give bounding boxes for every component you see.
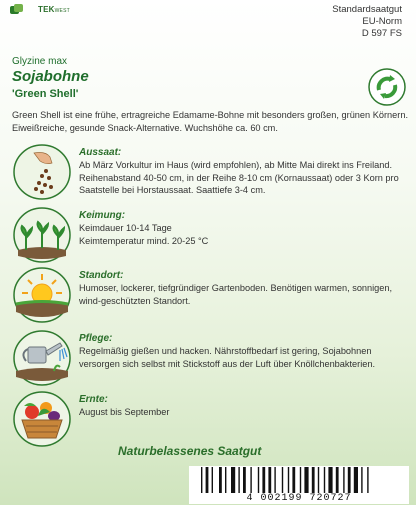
barcode-number: 4 002199 720727 xyxy=(246,493,352,504)
sun-soil-icon xyxy=(12,266,72,324)
brand-name: TEKWEST xyxy=(38,5,70,14)
barcode-bars xyxy=(189,466,409,494)
barcode-bar xyxy=(206,467,209,493)
footer-slogan: Naturbelassenes Saatgut xyxy=(118,444,262,458)
product-description: Green Shell ist eine frühe, ertragreiche Edamame-Bohne mit besonders großen, grünen Körnern. Eiweißreiche, gesunde Snack-Alternative. Wuchshöhe ca. 60 cm. xyxy=(12,110,408,133)
variety-name: 'Green Shell' xyxy=(12,88,79,100)
barcode-bar xyxy=(336,467,339,493)
barcode-bar xyxy=(231,467,235,493)
standard-line1: Standardsaatgut xyxy=(332,4,402,15)
barcode-bar xyxy=(318,467,319,493)
barcode-bar xyxy=(288,467,289,493)
section-heading: Standort: xyxy=(79,270,124,281)
section-heading: Ernte: xyxy=(79,394,108,405)
barcode-bar xyxy=(212,467,213,493)
product-title: Sojabohne xyxy=(12,68,89,85)
barcode-bar xyxy=(343,467,344,493)
section-ernte xyxy=(12,390,408,448)
barcode-bar xyxy=(268,467,271,493)
barcode-bar xyxy=(304,467,308,493)
section-body: Regelmäßig gießen und hacken. Nährstoffbedarf ist gering, Sojabohnen versorgen sich selbst mit Stickstoff aus der Luft über Knöllchenbakterien. xyxy=(79,346,376,369)
watering-can-icon xyxy=(12,329,72,387)
barcode-bar xyxy=(312,467,315,493)
barcode-bar xyxy=(243,467,246,493)
seedlings-icon xyxy=(12,206,72,264)
harvest-basket-icon xyxy=(12,390,72,448)
barcode-bar xyxy=(258,467,259,493)
barcode-bar xyxy=(292,467,295,493)
section-body: Humoser, lockerer, tiefgründiger Gartenboden. Benötigen warmen, sonnigen, wind-geschützten Standort. xyxy=(79,283,393,306)
barcode-bar xyxy=(201,467,202,493)
barcode-bar xyxy=(361,467,362,493)
section-heading: Keimung: xyxy=(79,210,126,221)
barcode-bar xyxy=(300,467,301,493)
barcode-bar xyxy=(282,467,283,493)
barcode-bar xyxy=(348,467,351,493)
barcode-bar xyxy=(238,467,239,493)
barcode-bar xyxy=(354,467,358,493)
section-body: Keimdauer 10-14 Tage Keimtemperatur mind. 20-25 °C xyxy=(79,223,209,246)
barcode-bar xyxy=(250,467,251,493)
section-aussaat xyxy=(12,143,408,201)
latin-name: Glyzine max xyxy=(12,56,68,67)
section-standort xyxy=(12,266,408,324)
standard-line2: EU-Norm xyxy=(362,16,402,27)
barcode-bar xyxy=(262,467,265,493)
barcode-bar xyxy=(274,467,275,493)
section-keimung xyxy=(12,206,408,264)
barcode-bar xyxy=(324,467,325,493)
barcode-bar xyxy=(225,467,226,493)
standard-info xyxy=(332,4,402,40)
section-pflege xyxy=(12,329,408,387)
brand-logo xyxy=(10,4,70,18)
recycle-icon xyxy=(368,68,406,106)
section-heading: Pflege: xyxy=(79,333,113,344)
section-heading: Aussaat: xyxy=(79,147,122,158)
barcode-bar xyxy=(328,467,332,493)
barcode-bar xyxy=(219,467,222,493)
standard-line3: D 597 FS xyxy=(361,28,402,39)
section-body: August bis September xyxy=(79,407,170,417)
barcode xyxy=(189,466,409,504)
barcode-bar xyxy=(367,467,368,493)
hand-sowing-seeds-icon xyxy=(12,143,72,201)
logo-mark-icon xyxy=(10,4,36,16)
section-body: Ab März Vorkultur im Haus (wird empfohlen), ab Mitte Mai direkt ins Freiland. Reihenabstand 40-50 cm, in der Reihe 8-10 cm (Kornaussaat) oder 3 Korn pro Saatstelle bei Horstaussaat. Saattiefe 3-4 cm. xyxy=(79,160,399,195)
